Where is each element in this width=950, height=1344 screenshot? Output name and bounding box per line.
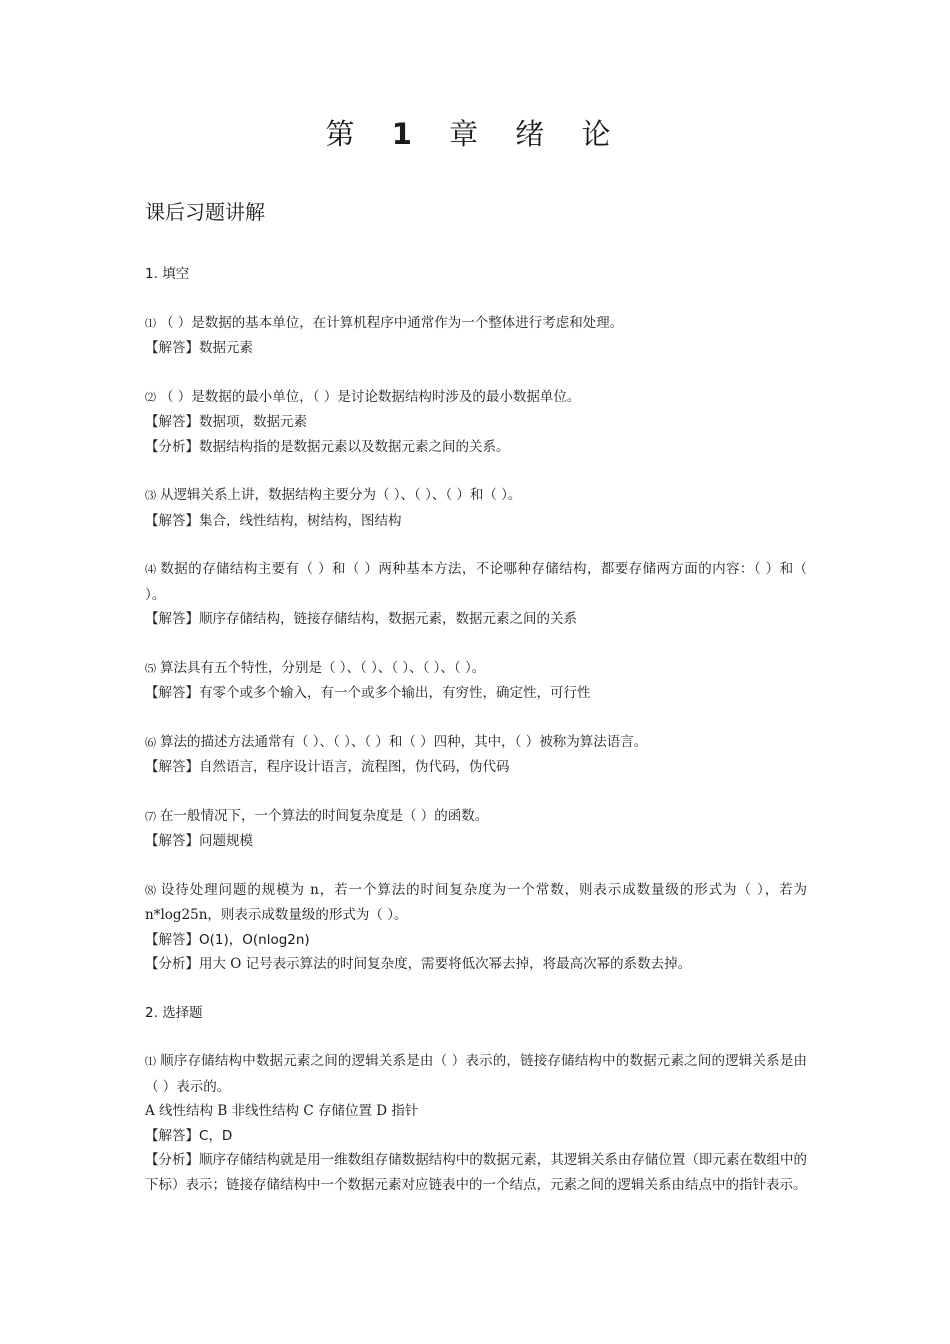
answer-text: 自然语言，程序设计语言，流程图，伪代码，伪代码	[199, 759, 510, 775]
question-text	[145, 878, 807, 928]
question-number: ⑵	[145, 390, 156, 404]
question-number: ⑸	[145, 661, 156, 675]
question-number: ⑺	[145, 809, 156, 823]
question-body: 设待处理问题的规模为 n，若一个算法的时间复杂度为一个常数，则表示成数量级的形式为（ ），若为 n*log25n，则表示成数量级的形式为（ ）。	[145, 881, 807, 923]
question-body: 数据的存储结构主要有（ ）和（ ）两种基本方法，不论哪种存储结构，都要存储两方面的内容：（ ）和（ ）。	[145, 561, 807, 603]
answer-label: 【解答】	[145, 611, 199, 627]
answer-label: 【解答】	[145, 414, 199, 430]
part-number: 1.	[145, 266, 158, 282]
answer-label: 【解答】	[145, 512, 199, 529]
question-body: 从逻辑关系上讲，数据结构主要分为（ ）、（ ）、（ ）和（ ）。	[160, 487, 522, 503]
question-block	[145, 656, 807, 706]
analysis-text: 数据结构指的是数据元素以及数据元素之间的关系。	[199, 438, 510, 455]
question-text	[145, 557, 807, 607]
answer-line	[145, 1124, 807, 1149]
answer-text: 问题规模	[199, 833, 253, 849]
part-title: 填空	[162, 266, 190, 282]
answer-line	[145, 928, 807, 953]
analysis-line	[145, 435, 807, 460]
answer-text: 顺序存储结构，链接存储结构，数据元素，数据元素之间的关系	[199, 611, 577, 627]
content-body	[145, 262, 807, 1221]
chapter-suffix: 章 绪 论	[449, 117, 625, 151]
question-text	[145, 804, 807, 830]
question-number: ⑻	[145, 883, 157, 897]
answer-line	[145, 681, 807, 706]
question-body: （ ）是数据的最小单位，（ ）是讨论数据结构时涉及的最小数据单位。	[160, 388, 581, 405]
question-block	[145, 1049, 807, 1197]
answer-label: 【解答】	[145, 685, 199, 701]
analysis-line	[145, 952, 807, 977]
answer-label: 【解答】	[145, 931, 199, 948]
question-block	[145, 557, 807, 632]
analysis-line	[145, 1148, 807, 1197]
question-number: ⑷	[145, 563, 157, 576]
question-text	[145, 656, 807, 682]
question-text	[145, 311, 807, 337]
question-block	[145, 878, 807, 977]
analysis-text: 顺序存储结构就是用一维数组存储数据结构中的数据元素，其逻辑关系由存储位置（即元素在数组中的下标）表示；链接存储结构中一个数据元素对应链表中的一个结点，元素之间的逻辑关系由结点中的指针表示。	[145, 1152, 808, 1193]
answer-line	[145, 336, 807, 361]
answer-line	[145, 509, 807, 534]
question-body: 在一般情况下，一个算法的时间复杂度是（ ）的函数。	[160, 807, 489, 824]
question-text	[145, 730, 807, 756]
answer-text: O(1)，O(nlog2n)	[199, 931, 310, 948]
question-block	[145, 385, 807, 460]
question-text	[145, 483, 807, 509]
section-title: 课后习题讲解	[145, 200, 265, 224]
question-number: ⑹	[145, 735, 156, 749]
question-block	[145, 311, 807, 361]
question-block	[145, 804, 807, 854]
chapter-title	[0, 112, 950, 153]
answer-text: C，D	[199, 1127, 233, 1144]
question-body: 顺序存储结构中数据元素之间的逻辑关系是由（ ）表示的，链接存储结构中的数据元素之间的逻辑关系是由（ ）表示的。	[145, 1053, 807, 1095]
answer-label: 【解答】	[145, 833, 199, 849]
question-number: ⑶	[145, 489, 156, 502]
analysis-label: 【分析】	[145, 956, 199, 972]
question-body: 算法的描述方法通常有（ ）、（ ）、（ ）和（ ）四种，其中，（ ）被称为算法语言。	[160, 733, 648, 750]
chapter-prefix: 第	[325, 117, 369, 151]
answer-label: 【解答】	[145, 759, 199, 775]
answer-text: 集合，线性结构，树结构，图结构	[199, 512, 402, 529]
analysis-text: 用大 O 记号表示算法的时间复杂度，需要将低次幂去掉，将最高次幂的系数去掉。	[199, 956, 692, 972]
analysis-label: 【分析】	[145, 438, 199, 455]
question-number: ⑴	[145, 316, 156, 330]
answer-label: 【解答】	[145, 1127, 199, 1144]
question-block	[145, 730, 807, 780]
part-number: 2.	[145, 1004, 158, 1021]
question-text	[145, 1049, 807, 1099]
part-title: 选择题	[162, 1004, 203, 1021]
answer-line	[145, 607, 807, 632]
answer-label: 【解答】	[145, 340, 199, 356]
question-text	[145, 385, 807, 411]
answer-line	[145, 410, 807, 435]
part-heading-fill	[145, 262, 807, 287]
answer-text: 有零个或多个输入，有一个或多个输出，有穷性，确定性，可行性	[199, 685, 591, 701]
question-number: ⑴	[145, 1055, 157, 1068]
answer-line	[145, 755, 807, 780]
chapter-number: 1	[391, 117, 426, 151]
analysis-label: 【分析】	[145, 1152, 200, 1168]
answer-text: 数据元素	[199, 340, 253, 356]
answer-text: 数据项，数据元素	[199, 414, 307, 430]
part-heading-choice	[145, 1001, 807, 1026]
question-block	[145, 483, 807, 533]
options-line: A 线性结构 B 非线性结构 C 存储位置 D 指针	[145, 1103, 419, 1119]
answer-line	[145, 829, 807, 854]
question-body: （ ）是数据的基本单位，在计算机程序中通常作为一个整体进行考虑和处理。	[160, 314, 624, 331]
question-body: 算法具有五个特性，分别是（ ）、（ ）、（ ）、（ ）、（ ）。	[160, 659, 486, 676]
